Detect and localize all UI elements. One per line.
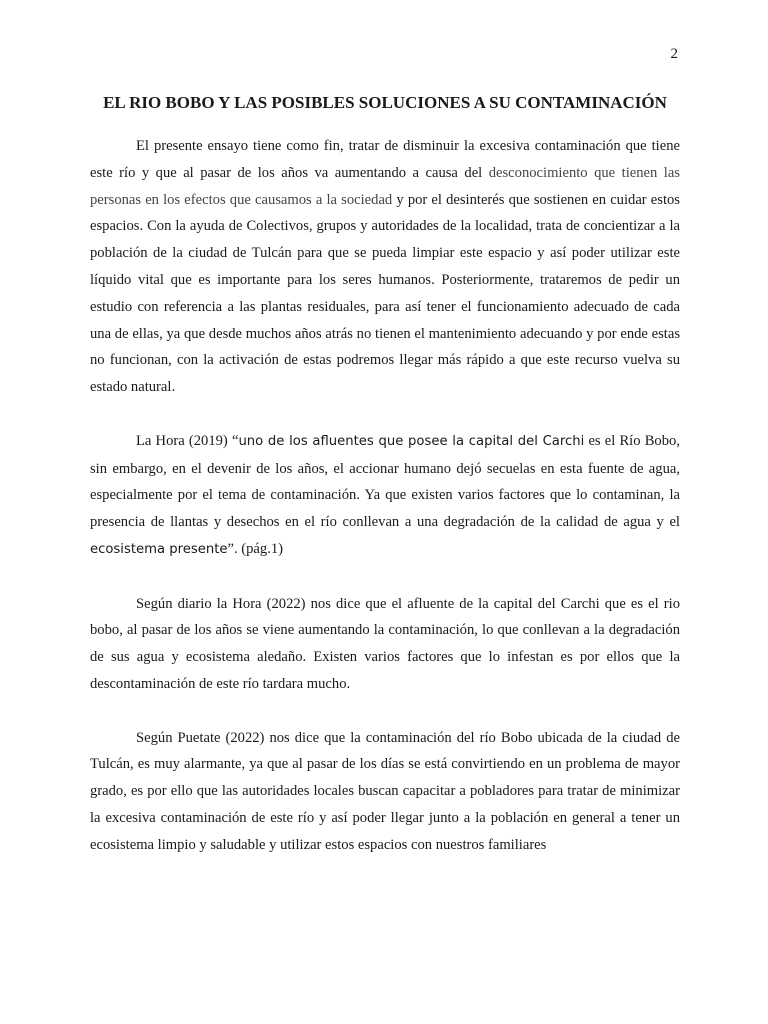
quote-text-a: La Hora (2019) “ — [136, 432, 239, 449]
intro-text-b: y por el desinterés que sostienen en cuidar estos espacios. Con la ayuda de Colectivos, grupos y autoridades de la localidad, trata de concientizar a la población de la ciudad de Tulcán para que se pueda limpiar este espacio y así poder utilizar este líquido vital que es importante para los seres humanos. Posteriormente, trataremos de pedir un estudio con referencia a las plantas residuales, para así tener el funcionamiento adecuado de cada una de ellas, ya que desde muchos años atrás no tienen el mantenimiento adecuando y por ende estas no funcionan, con la activación de estas podremos llegar más rápido a que este recurso vuelva su estado natural. — [90, 191, 680, 396]
quote-text-b: es el Río Bobo, sin embargo, en el devenir de los años, el accionar humano dejó secuelas en esta fuente de agua, especialmente por el tema de contaminación. Ya que existen varios factores que lo contaminan, la presencia de llantas y desechos en el río conllevan a una degradación de la calidad de agua y el — [90, 432, 680, 531]
paragraph-la-hora-2019 — [90, 428, 680, 564]
intro-text-a: El presente ensayo tiene como fin, tratar de disminuir la excesiva contaminación que tiene este río y que al pasar de los años va aumentando a causa del — [90, 138, 680, 181]
page-number: 2 — [670, 46, 678, 62]
paragraph-la-hora-2022: Según diario la Hora (2022) nos dice que el afluente de la capital del Carchi que es el rio bobo, al pasar de los años se viene aumentando la contaminación, lo que conllevan a la degradación de sus agua y ecosistema aledaño. Existen varios factores que lo infestan es por ellos que la descontaminación de este río tardara mucho. — [90, 595, 680, 692]
paragraph-puetate-2022: Según Puetate (2022) nos dice que la contaminación del río Bobo ubicada de la ciudad de Tulcán, es muy alarmante, ya que al pasar de los días se está convirtiendo en un problema de mayor grado, es por ello que las autoridades locales buscan capacitar a pobladores para tratar de minimizar la excesiva contaminación de este río y así poder llegar junto a la población en general a tener un ecosistema limpio y saludable y utilizar estos espacios con nuestros familiares — [90, 729, 680, 853]
quote-text-sans-a: uno de los afluentes que posee la capital del Carchi — [238, 433, 585, 449]
quote-citation: ”. (pág.1) — [227, 540, 283, 557]
paragraph-intro — [90, 133, 680, 401]
quote-text-sans-b: ecosistema presente — [90, 541, 228, 557]
intro-text-highlight: desconocimiento que tienen las personas en los efectos que causamos a la sociedad — [90, 164, 680, 208]
document-title: EL RIO BOBO Y LAS POSIBLES SOLUCIONES A SU CONTAMINACIÓN — [103, 93, 667, 112]
document-body — [90, 133, 680, 859]
